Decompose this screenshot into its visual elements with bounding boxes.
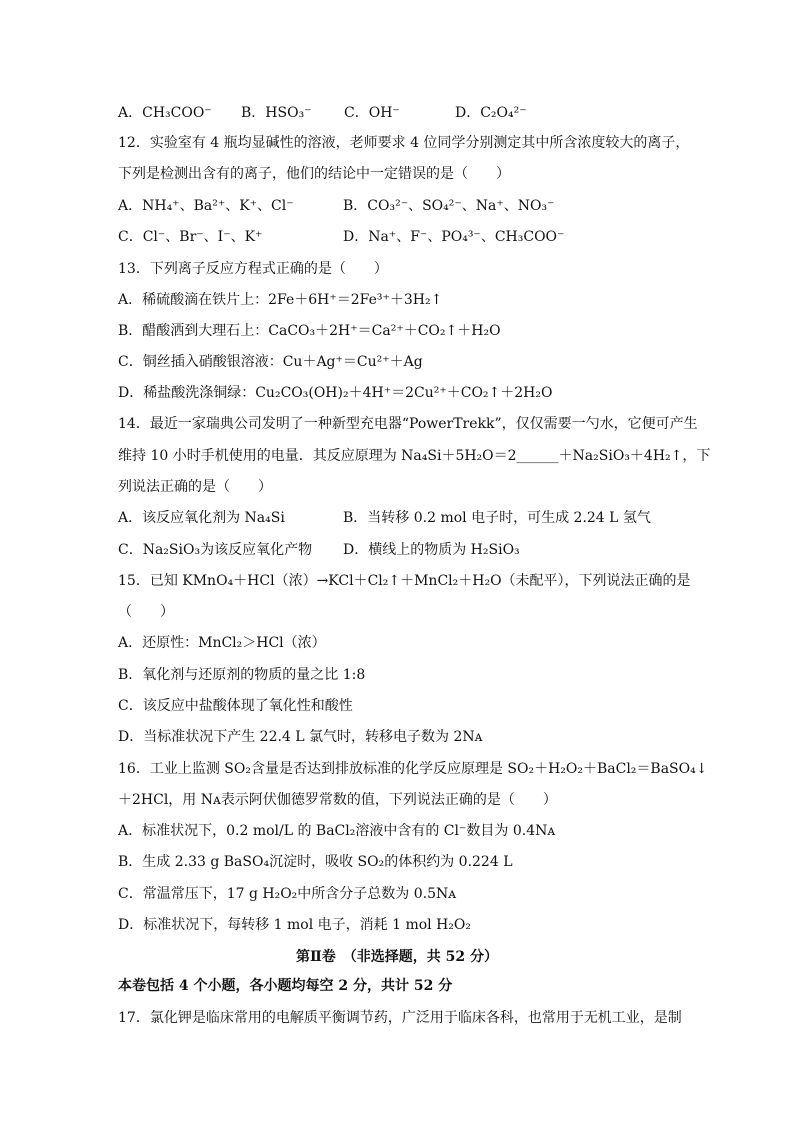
q14-stem-line3: 列说法正确的是（ ） [118, 479, 272, 495]
q15-option-c: C．该反应中盐酸体现了氧化性和酸性 [118, 698, 353, 714]
q13-option-c: C．铜丝插入硝酸银溶液：Cu＋Ag⁺＝Cu²⁺＋Ag [118, 354, 423, 370]
q11-option-c: C．OH⁻ [344, 105, 400, 121]
part2-title: 第Ⅱ卷 （非选择题，共 52 分） [295, 949, 499, 965]
q11-option-a: A．CH₃COO⁻ [118, 105, 212, 121]
q12-option-a: A．NH₄⁺、Ba²⁺、K⁺、Cl⁻ [118, 198, 294, 214]
q12-stem-line1: 12．实验室有 4 瓶均显碱性的溶液，老师要求 4 位同学分别测定其中所含浓度较大的离子， [118, 135, 690, 151]
q14-option-c: C．Na₂SiO₃为该反应氧化产物 [118, 542, 313, 558]
q16-option-c: C．常温常压下，17 g H₂O₂中所含分子总数为 0.5Nᴀ [118, 886, 457, 902]
q12-option-d: D．Na⁺、F⁻、PO₄³⁻、CH₃COO⁻ [343, 229, 565, 245]
q12-option-c: C．Cl⁻、Br⁻、I⁻、K⁺ [118, 229, 263, 245]
q11-option-b: B．HSO₃⁻ [241, 105, 312, 121]
q14-option-b: B．当转移 0.2 mol 电子时，可生成 2.24 L 氢气 [343, 510, 651, 526]
q15-option-b: B．氧化剂与还原剂的物质的量之比 1:8 [118, 667, 366, 683]
q15-option-a: A．还原性：MnCl₂＞HCl（浓） [118, 635, 326, 651]
q14-option-a: A．该反应氧化剂为 Na₄Si [118, 510, 285, 526]
q14-stem-line2: 维持 10 小时手机使用的电量．其反应原理为 Na₄Si＋5H₂O＝2______＋Na₂SiO₃＋4H₂↑，下 [118, 448, 711, 464]
q16-option-a: A．标准状况下，0.2 mol/L 的 BaCl₂溶液中含有的 Cl⁻数目为 0.4Nᴀ [118, 823, 556, 839]
q13-option-d: D．稀盐酸洗涤铜绿：Cu₂CO₃(OH)₂＋4H⁺＝2Cu²⁺＋CO₂↑＋2H₂O [118, 385, 553, 401]
q16-stem-line1: 16．工业上监测 SO₂含量是否达到排放标准的化学反应原理是 SO₂＋H₂O₂＋BaCl₂＝BaSO₄↓ [118, 761, 708, 777]
q16-stem-line2: ＋2HCl，用 Nᴀ表示阿伏伽德罗常数的值，下列说法正确的是（ ） [118, 792, 557, 808]
q11-option-d: D．C₂O₄²⁻ [455, 105, 527, 121]
q17-stem-line1: 17．氯化钾是临床常用的电解质平衡调节药，广泛用于临床各科，也常用于无机工业，是制 [118, 1010, 682, 1026]
q13-stem: 13．下列离子反应方程式正确的是（ ） [118, 261, 388, 277]
q12-option-b: B．CO₃²⁻、SO₄²⁻、Na⁺、NO₃⁻ [343, 198, 555, 214]
q15-option-d: D．当标准状况下产生 22.4 L 氯气时，转移电子数为 2Nᴀ [118, 729, 483, 745]
q13-option-a: A．稀硫酸滴在铁片上：2Fe＋6H⁺＝2Fe³⁺＋3H₂↑ [118, 292, 443, 308]
part2-instructions: 本卷包括 4 个小题，各小题均每空 2 分，共计 52 分 [118, 978, 453, 994]
q14-stem-line1: 14．最近一家瑞典公司发明了一种新型充电器“PowerTrekk”，仅仅需要一勺水，它便可产生 [118, 416, 698, 432]
q15-stem-line2: （ ） [118, 604, 174, 620]
q14-option-d: D．横线上的物质为 H₂SiO₃ [343, 542, 520, 558]
q15-stem-line1: 15．已知 KMnO₄＋HCl（浓）→KCl＋Cl₂↑＋MnCl₂＋H₂O（未配平），下列说法正确的是 [118, 573, 691, 589]
q16-option-d: D．标准状况下，每转移 1 mol 电子，消耗 1 mol H₂O₂ [118, 917, 472, 933]
q16-option-b: B．生成 2.33 g BaSO₄沉淀时，吸收 SO₂的体积约为 0.224 L [118, 854, 513, 870]
q13-option-b: B．醋酸洒到大理石上：CaCO₃＋2H⁺＝Ca²⁺＋CO₂↑＋H₂O [118, 323, 501, 339]
q12-stem-line2: 下列是检测出含有的离子，他们的结论中一定错误的是（ ） [118, 166, 510, 182]
